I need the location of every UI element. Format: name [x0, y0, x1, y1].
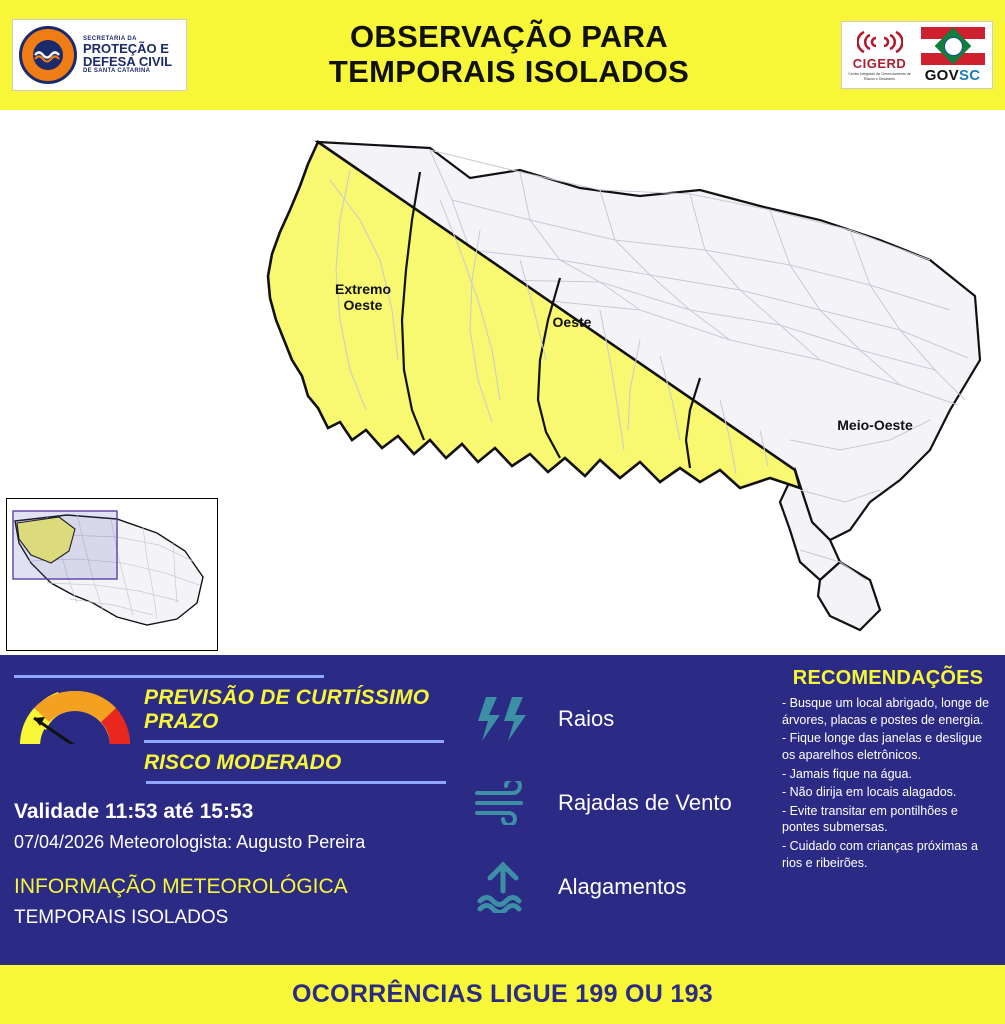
defesa-civil-badge-icon [19, 26, 77, 84]
gov-word: GOV [924, 66, 959, 84]
sc-word: SC [958, 66, 981, 84]
page-title-line-2: TEMPORAIS ISOLADOS [328, 54, 690, 89]
forecast-block [14, 673, 469, 929]
divider-mid [144, 740, 444, 743]
cigerd-name: CIGERD [852, 56, 907, 72]
govsc-wordmark [925, 67, 981, 84]
recommendations-block [782, 667, 994, 873]
hazard-item-alagamentos [470, 845, 770, 929]
map-label-extremo-oeste [318, 282, 408, 313]
logo-line-4: DE SANTA CATARINA [83, 68, 151, 75]
hazard-item-raios [470, 677, 770, 761]
map-label-extremo-line2: Oeste [343, 296, 383, 313]
footer-banner [0, 965, 1005, 1024]
map-label-meio-oeste: Meio-Oeste [837, 417, 913, 433]
logo-line-2: PROTEÇÃO E [83, 40, 169, 56]
partner-logos [841, 21, 993, 89]
risk-level-label: RISCO MODERADO [144, 751, 342, 774]
header-banner [0, 0, 1005, 110]
hazard-label-alagamentos: Alagamentos [558, 874, 687, 899]
flood-icon [470, 861, 536, 913]
cigerd-logo [846, 29, 913, 81]
divider-under-risk [146, 781, 446, 784]
forecast-label: PREVISÃO DE CURTÍSSIMO PRAZO [144, 686, 430, 733]
page-title [177, 20, 841, 89]
locator-inset-svg [7, 499, 217, 650]
locator-inset-map [6, 498, 218, 651]
map-label-extremo-line1: Extremo [334, 281, 392, 297]
hazards-list [470, 677, 770, 929]
hazard-label-raios: Raios [558, 706, 615, 731]
info-panel [0, 655, 1005, 965]
page-title-line-1: OBSERVAÇÃO PARA [350, 19, 668, 55]
recommendation-item: - Fique longe das janelas e desligue os aparelhos eletrônicos. [782, 731, 983, 762]
validity-text: Validade 11:53 até 15:53 [14, 800, 254, 823]
logo-line-1: SECRETARIA DA [83, 35, 137, 42]
meteorologist-text: 07/04/2026 Meteorologista: Augusto Pereira [14, 832, 366, 852]
divider-top [14, 675, 324, 678]
lightning-icon [470, 695, 536, 743]
recommendation-item: - Evite transitar em pontilhões e pontes submersas. [782, 803, 958, 835]
risk-gauge-icon [14, 684, 136, 750]
map-label-oeste: Oeste [552, 314, 592, 330]
cigerd-waves-icon [857, 29, 903, 55]
alert-map [0, 110, 1005, 655]
emergency-numbers-text: OCORRÊNCIAS LIGUE 199 OU 193 [291, 980, 713, 1008]
santa-catarina-flag-icon [921, 27, 985, 65]
recommendation-item: - Busque um local abrigado, longe de árvores, placas e postes de energia. [782, 696, 990, 727]
recommendation-item: - Jamais fique na água. [782, 766, 912, 781]
recommendations-title: RECOMENDAÇÕES [792, 667, 984, 689]
meteorological-info-title: INFORMAÇÃO METEOROLÓGICA [14, 875, 348, 898]
wind-icon [470, 781, 536, 825]
defesa-civil-logo [12, 19, 187, 91]
hazard-label-vento: Rajadas de Vento [558, 790, 732, 815]
recommendations-list [782, 695, 994, 871]
cigerd-subtitle: Centro Integrado de Gerenciamento de Riscos e Desastres [848, 72, 911, 81]
logo-line-3: DEFESA CIVIL [83, 54, 173, 69]
recommendation-item: - Não dirija em locais alagados. [782, 785, 957, 800]
hazard-item-vento [470, 761, 770, 845]
govsc-logo [917, 27, 988, 84]
recommendation-item: - Cuidado com crianças próximas a rios e ribeirões. [782, 839, 978, 870]
meteorological-info-body: TEMPORAIS ISOLADOS [14, 907, 229, 928]
